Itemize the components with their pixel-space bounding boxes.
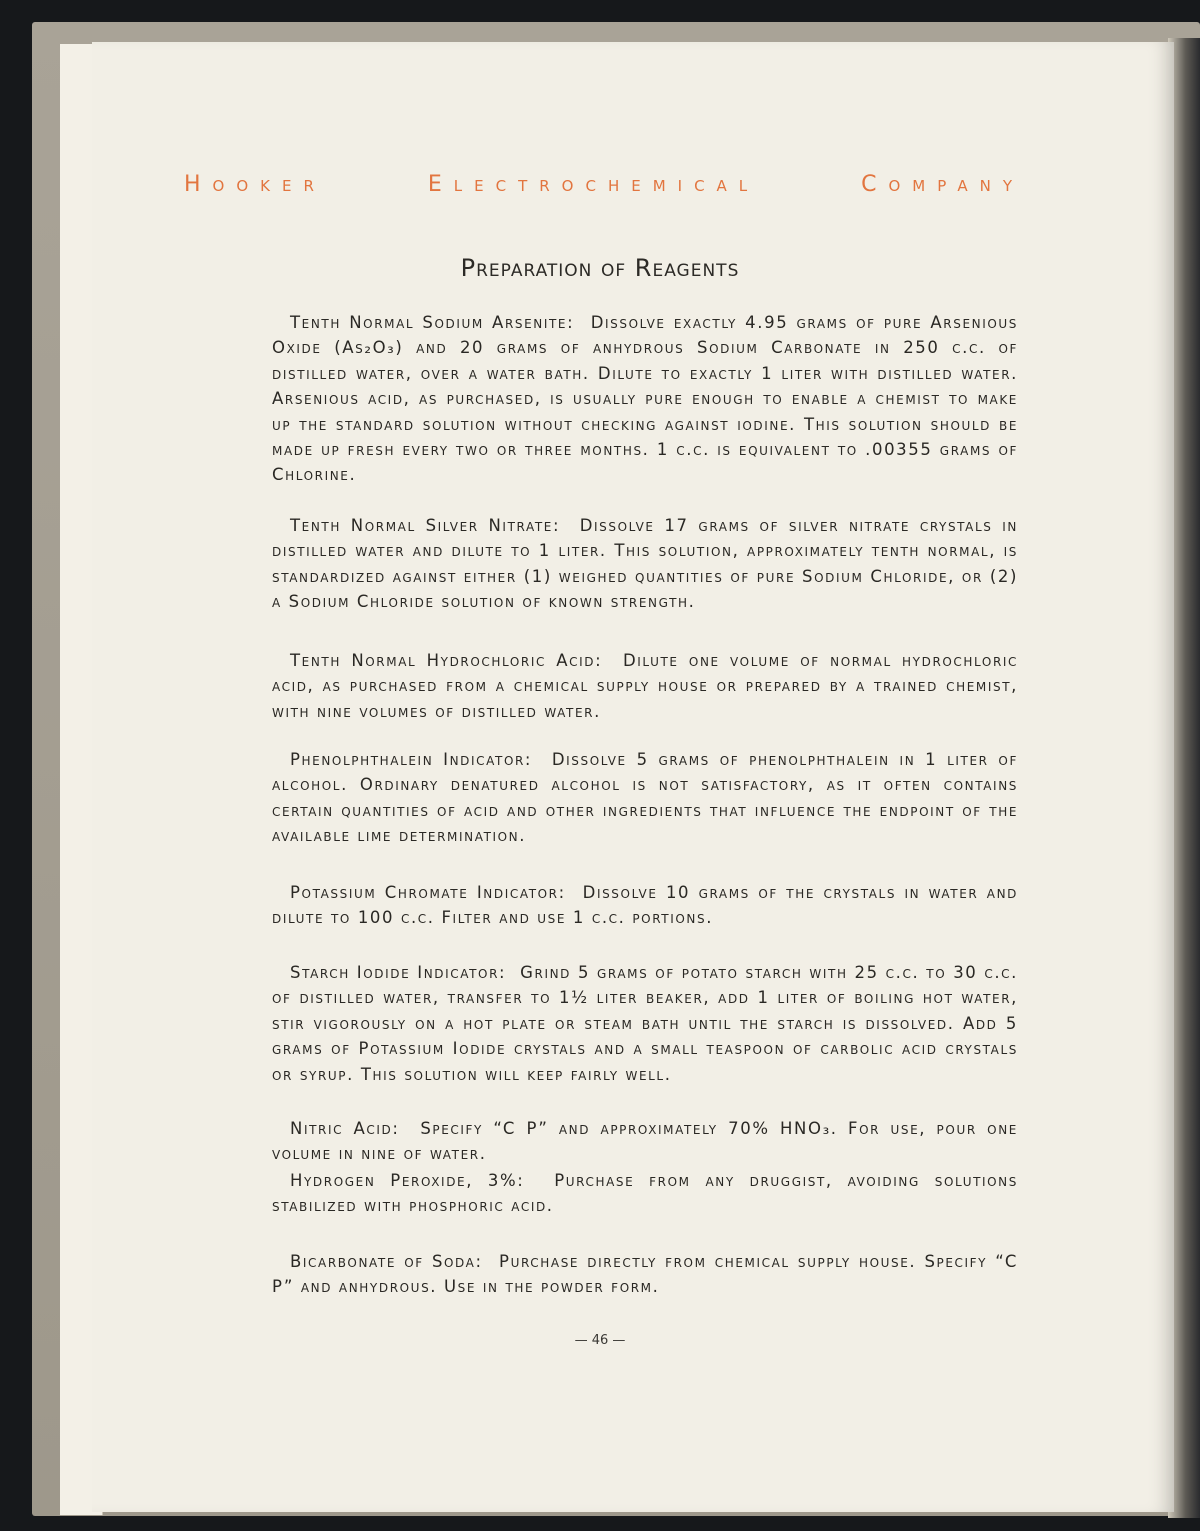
page-number: — 46 — bbox=[574, 1333, 626, 1348]
reagent-label: Phenolphthalein Indicator: bbox=[290, 750, 533, 769]
reagent-paragraph bbox=[272, 513, 1018, 615]
reagent-label: Tenth Normal Hydrochloric Acid: bbox=[290, 651, 603, 670]
reagent-label: Bicarbonate of Soda: bbox=[290, 1252, 483, 1271]
reagent-text: Purchase directly from chemical supply house. Specify “C P” and anhydrous. Use in the powder form. bbox=[272, 1252, 1018, 1297]
running-head-word: Hooker bbox=[184, 172, 326, 197]
reagent-paragraph bbox=[272, 880, 1018, 931]
reagent-paragraph bbox=[272, 1116, 1018, 1167]
reagent-text: Dissolve 17 grams of silver nitrate crystals in distilled water and dilute to 1 liter. This solution, approximately tenth normal, is standardized against either (1) weighed quantities of pure Sodium Chloride, or (2) a Sodium Chloride solution of known strength. bbox=[272, 516, 1018, 612]
reagent-text: Dissolve exactly 4.95 grams of pure Arsenious Oxide (As₂O₃) and 20 grams of anhydrous Sodium Carbonate in 250 c.c. of distilled water, over a water bath. Dilute to exactly 1 liter with distilled water. Arsenious acid, as purchased, is usually pure enough to enable a chemist to make up the standard solution without checking against iodine. This solution should be made up fresh every two or three months. 1 c.c. is equivalent to .00355 grams of Chlorine. bbox=[272, 313, 1018, 485]
reagent-label: Potassium Chromate Indicator: bbox=[290, 883, 566, 902]
reagent-paragraph bbox=[272, 310, 1018, 488]
reagent-text: Purchase from any druggist, avoiding solutions stabilized with phosphoric acid. bbox=[272, 1171, 1018, 1216]
reagent-text: Grind 5 grams of potato starch with 25 c.c. to 30 c.c. of distilled water, transfer to 1½ liter beaker, add 1 liter of boiling hot water, stir vigorously on a hot plate or steam bath until the starch is dissolved. Add 5 grams of Potassium Iodide crystals and a small teaspoon of carbolic acid crystals or syrup. This solution will keep fairly well. bbox=[272, 963, 1018, 1084]
reagent-paragraph bbox=[272, 747, 1018, 849]
reagent-label: Hydrogen Peroxide, 3%: bbox=[290, 1171, 525, 1190]
reagent-label: Tenth Normal Silver Nitrate: bbox=[290, 516, 561, 535]
running-head-word: Company bbox=[861, 172, 1024, 197]
reagent-label: Starch Iodide Indicator: bbox=[290, 963, 507, 982]
reagent-text: Dilute one volume of normal hydrochloric acid, as purchased from a chemical supply house or prepared by a trained chemist, with nine volumes of distilled water. bbox=[272, 651, 1018, 721]
reagent-text: Specify “C P” and approximately 70% HNO₃. For use, pour one volume in nine of water. bbox=[272, 1119, 1018, 1164]
reagent-paragraph bbox=[272, 960, 1018, 1087]
running-head-word: Electrochemical bbox=[427, 172, 760, 197]
reagent-label: Nitric Acid: bbox=[290, 1119, 400, 1138]
reagent-text: Dissolve 10 grams of the crystals in water and dilute to 100 c.c. Filter and use 1 c.c. portions. bbox=[272, 883, 1018, 928]
page-title: Preparation of Reagents bbox=[460, 254, 740, 282]
reagent-text: Dissolve 5 grams of phenolphthalein in 1 liter of alcohol. Ordinary denatured alcohol is not satisfactory, as it often contains certain quantities of acid and other ingredients that influence the endpoint of the available lime determination. bbox=[272, 750, 1018, 846]
reagent-paragraph bbox=[272, 1168, 1018, 1219]
reagent-paragraph bbox=[272, 648, 1018, 724]
running-head bbox=[184, 172, 1024, 197]
reagent-paragraph bbox=[272, 1249, 1018, 1300]
reagent-label: Tenth Normal Sodium Arsenite: bbox=[290, 313, 575, 332]
